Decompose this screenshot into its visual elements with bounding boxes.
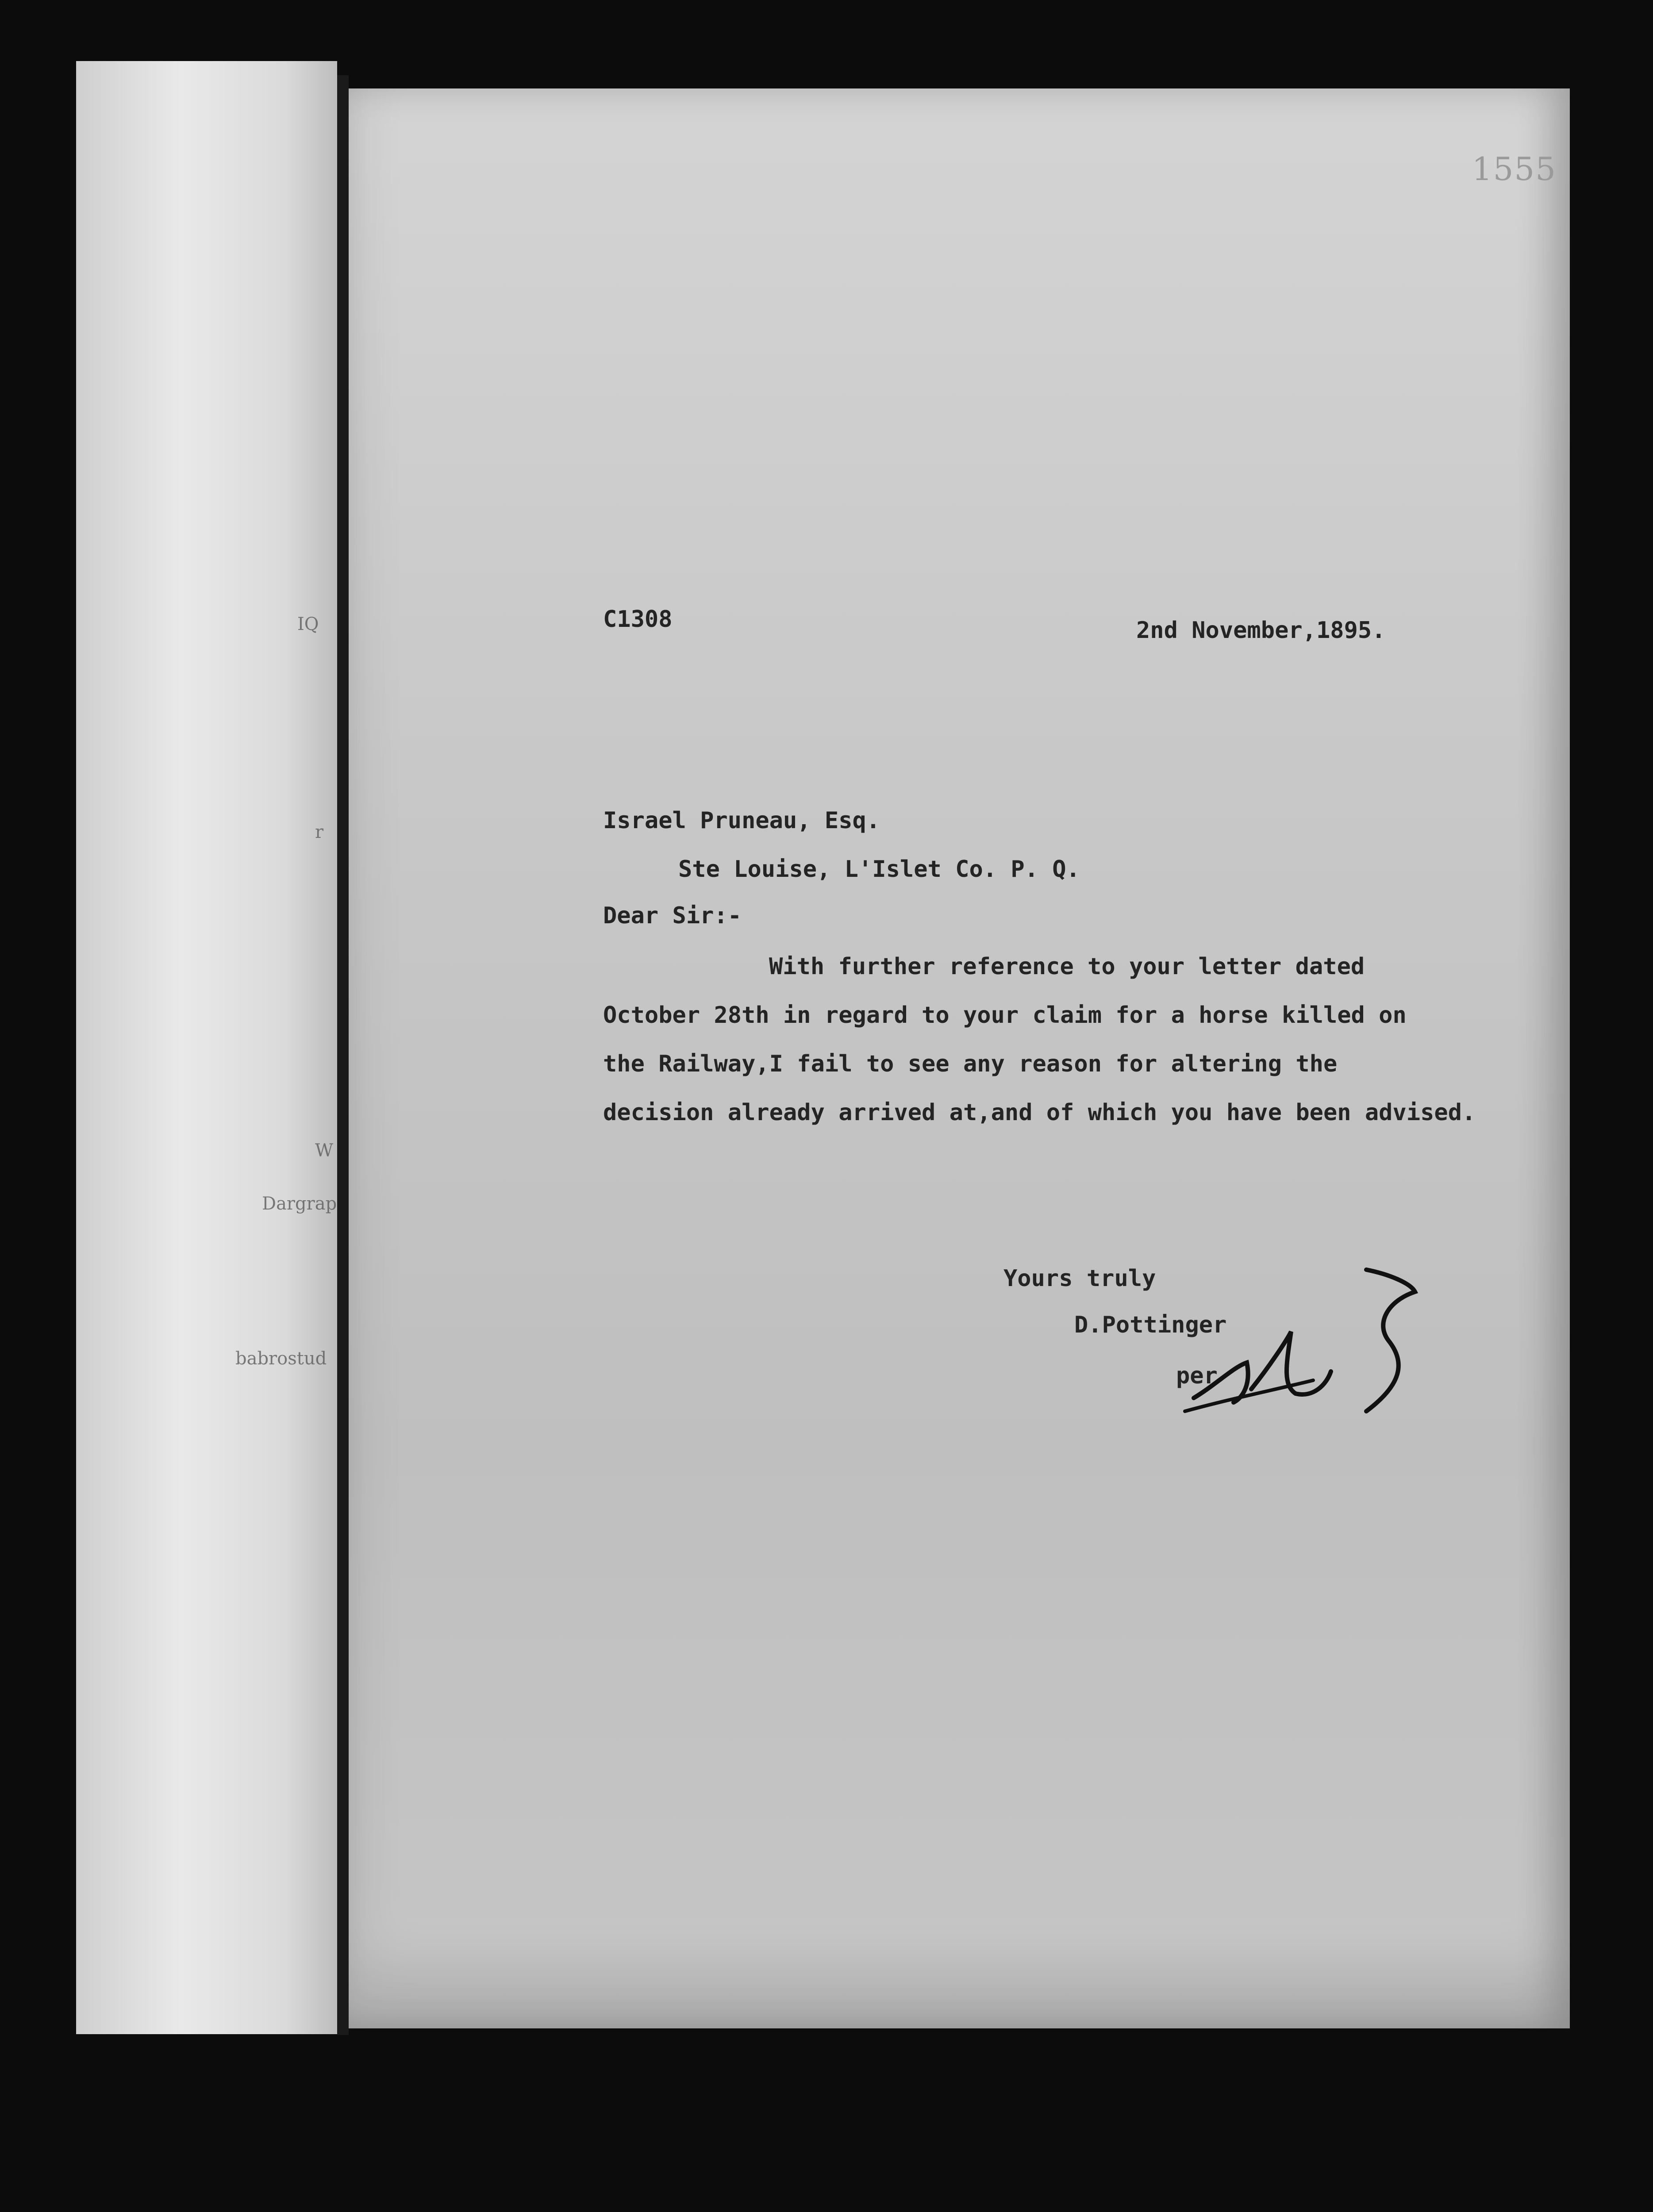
facing-page: [76, 61, 337, 2034]
facing-page-fragment: W: [315, 1141, 334, 1161]
body-line: With further reference to your letter dated: [769, 953, 1365, 980]
address: Ste Louise, L'Islet Co. P. Q.: [678, 856, 1080, 883]
facing-page-fragment: r: [315, 822, 324, 842]
body-line: October 28th in regard to your claim for a horse killed on: [603, 1002, 1407, 1029]
page-number: 1555: [1472, 150, 1557, 188]
letter-page: [349, 88, 1570, 2028]
facing-page-fragment: IQ: [297, 614, 319, 634]
addressee: Israel Pruneau, Esq.: [603, 807, 880, 834]
letter-reference: C1308: [603, 606, 673, 633]
book-binding: [337, 75, 349, 2035]
letter-date: 2nd November,1895.: [1136, 617, 1386, 644]
closing: Yours truly: [1003, 1265, 1156, 1292]
body-line: the Railway,I fail to see any reason for altering the: [603, 1051, 1338, 1077]
body-line: decision already arrived at,and of which you have been advised.: [603, 1099, 1476, 1126]
signer-name: D.Pottinger: [1074, 1312, 1227, 1338]
facing-page-fragment: babrostud: [235, 1348, 327, 1369]
facing-page-fragment: Dargrap: [262, 1194, 337, 1214]
per-label: per: [1176, 1363, 1218, 1389]
handwritten-signature: [1180, 1252, 1428, 1438]
salutation: Dear Sir:-: [603, 902, 742, 929]
